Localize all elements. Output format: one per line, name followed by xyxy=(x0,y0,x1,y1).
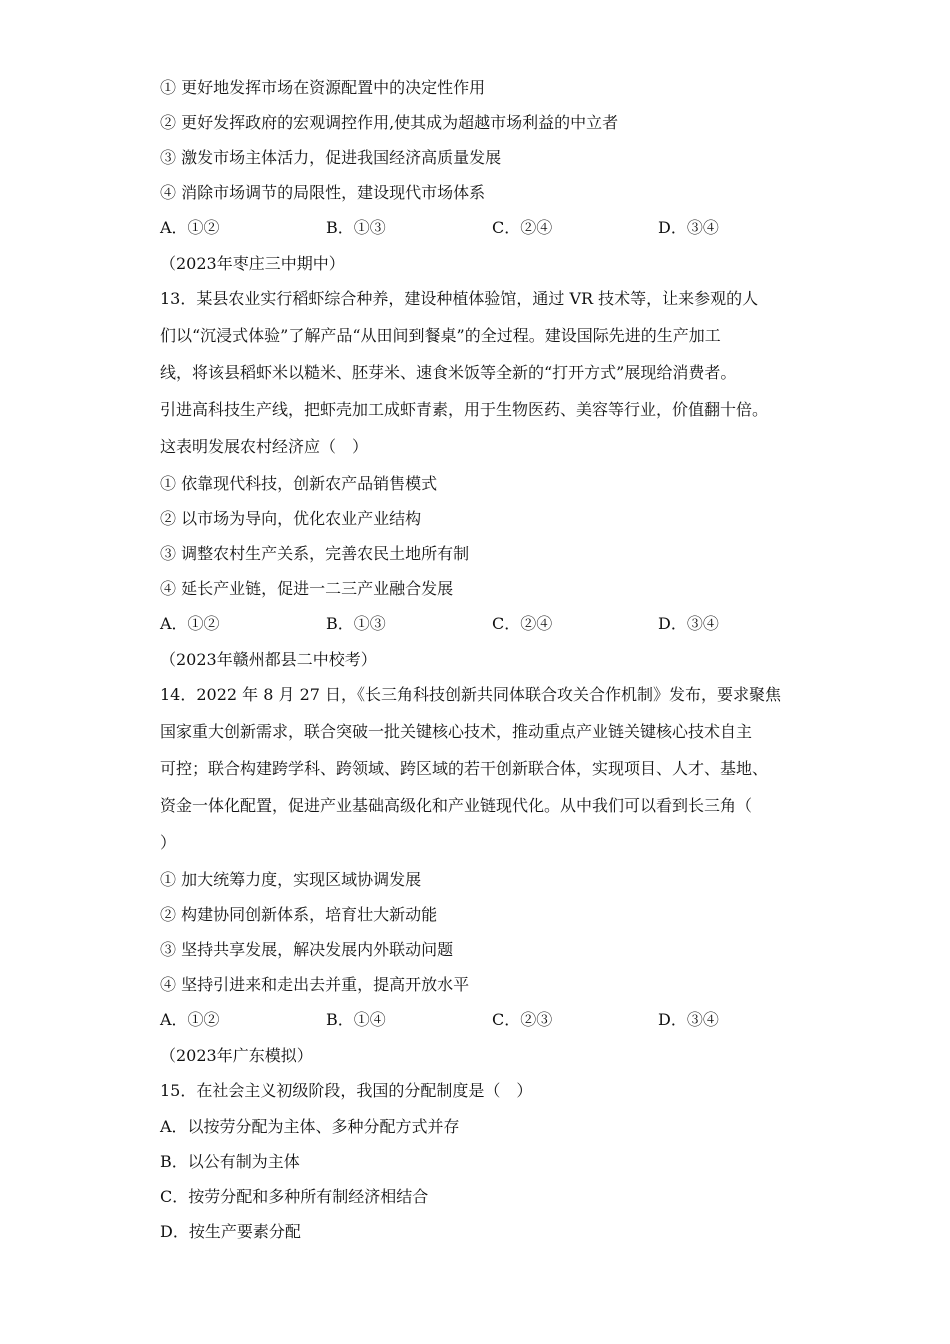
q15-choice-b[interactable]: B．以公有制为主体 xyxy=(160,1152,300,1171)
q12-statement-4: ④ 消除市场调节的局限性，建设现代市场体系 xyxy=(160,183,486,202)
q14-option-d[interactable]: D．③④ xyxy=(658,1010,719,1029)
q13-stem-line: 13．某县农业实行稻虾综合种养，建设种植体验馆，通过 VR 技术等，让来参观的人 xyxy=(160,289,759,308)
q14-statement-3: ③ 坚持共享发展，解决发展内外联动问题 xyxy=(160,940,454,959)
q13-statement-2: ② 以市场为导向，优化农业产业结构 xyxy=(160,509,422,528)
q14-stem xyxy=(160,676,800,861)
q14-option-c[interactable]: C．②③ xyxy=(492,1010,553,1029)
q12-statement-2: ② 更好发挥政府的宏观调控作用,使其成为超越市场利益的中立者 xyxy=(160,113,619,132)
q15-stem: 15．在社会主义初级阶段，我国的分配制度是（ ） xyxy=(160,1081,533,1100)
q14-stem-line: 可控；联合构建跨学科、跨领域、跨区域的若干创新联合体，实现项目、人才、基地、 xyxy=(160,759,769,778)
q14-stem-line: ） xyxy=(160,833,177,852)
q14-option-b[interactable]: B．①④ xyxy=(326,1010,386,1029)
q13-stem-line: 这表明发展农村经济应（ ） xyxy=(160,437,369,456)
q14-stem-line: 14．2022 年 8 月 27 日，《长三角科技创新共同体联合攻关合作机制》发布，要求聚焦 xyxy=(160,685,782,704)
q12-options xyxy=(160,218,800,238)
q14-statement-4: ④ 坚持引进来和走出去并重，提高开放水平 xyxy=(160,975,470,994)
q12-option-a[interactable]: A．①② xyxy=(160,218,220,237)
q15-choice-c[interactable]: C．按劳分配和多种所有制经济相结合 xyxy=(160,1187,429,1206)
q14-stem-line: 资金一体化配置，促进产业基础高级化和产业链现代化。从中我们可以看到长三角（ xyxy=(160,796,753,815)
q13-source: （2023年枣庄三中期中） xyxy=(160,254,345,273)
q12-statement-1: ① 更好地发挥市场在资源配置中的决定性作用 xyxy=(160,78,486,97)
q14-options xyxy=(160,1010,800,1030)
q13-options xyxy=(160,614,800,634)
q14-statement-1: ① 加大统筹力度，实现区域协调发展 xyxy=(160,870,422,889)
q15-source: （2023年广东模拟） xyxy=(160,1046,313,1065)
q13-stem-line: 们以“沉浸式体验”了解产品“从田间到餐桌”的全过程。建设国际先进的生产加工 xyxy=(160,326,721,345)
q13-option-b[interactable]: B．①③ xyxy=(326,614,386,633)
q13-stem-line: 引进高科技生产线，把虾壳加工成虾青素，用于生物医药、美容等行业，价值翻十倍。 xyxy=(160,400,769,419)
q15-choice-d[interactable]: D．按生产要素分配 xyxy=(160,1222,301,1241)
q12-option-b[interactable]: B．①③ xyxy=(326,218,386,237)
q12-option-c[interactable]: C．②④ xyxy=(492,218,553,237)
q13-statement-4: ④ 延长产业链，促进一二三产业融合发展 xyxy=(160,579,454,598)
q13-stem-line: 线，将该县稻虾米以糙米、胚芽米、速食米饭等全新的“打开方式”展现给消费者。 xyxy=(160,363,737,382)
q13-statement-3: ③ 调整农村生产关系，完善农民土地所有制 xyxy=(160,544,470,563)
q12-statement-3: ③ 激发市场主体活力，促进我国经济高质量发展 xyxy=(160,148,502,167)
q13-option-d[interactable]: D．③④ xyxy=(658,614,719,633)
q14-statement-2: ② 构建协同创新体系，培育壮大新动能 xyxy=(160,905,438,924)
q13-stem xyxy=(160,280,800,465)
q15-choice-a[interactable]: A．以按劳分配为主体、多种分配方式并存 xyxy=(160,1117,460,1136)
q13-option-c[interactable]: C．②④ xyxy=(492,614,553,633)
q14-source: （2023年赣州都县二中校考） xyxy=(160,650,377,669)
q14-stem-line: 国家重大创新需求，联合突破一批关键核心技术，推动重点产业链关键核心技术自主 xyxy=(160,722,753,741)
q13-option-a[interactable]: A．①② xyxy=(160,614,220,633)
q13-statement-1: ① 依靠现代科技，创新农产品销售模式 xyxy=(160,474,438,493)
q12-option-d[interactable]: D．③④ xyxy=(658,218,719,237)
q14-option-a[interactable]: A．①② xyxy=(160,1010,220,1029)
